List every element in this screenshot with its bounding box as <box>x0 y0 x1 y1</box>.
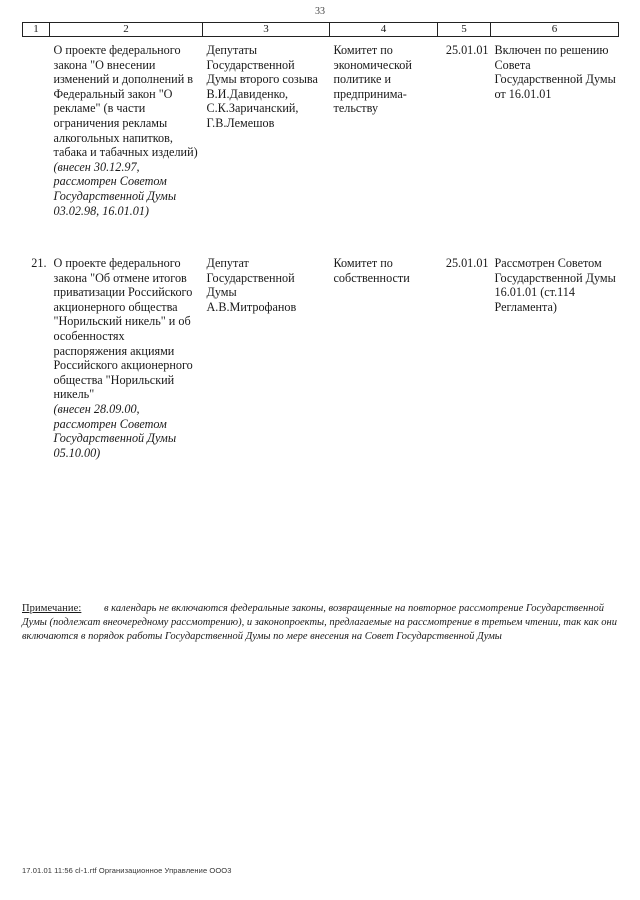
table-row <box>23 37 619 251</box>
column-number: 4 <box>330 23 438 37</box>
council-decision: Рассмотрен Советом Государственной Думы 16.01.01 (ст.114 Регламента) <box>494 256 616 314</box>
bill-author: Депутат Государственной Думы А.В.Митрофанов <box>206 256 297 314</box>
bill-status-note: (внесен 30.12.97, рассмотрен Советом Государственной Думы 03.02.98, 16.01.01) <box>53 159 177 218</box>
note-block <box>22 602 620 645</box>
responsible-committee: Комитет по экономической политике и предпринима-тельству <box>333 43 412 116</box>
column-number: 2 <box>50 23 203 37</box>
council-decision: Включен по решению Совета Государственной Думы от 16.01.01 <box>494 43 616 101</box>
review-date: 25.01.01 <box>445 256 489 270</box>
bill-status-note: (внесен 28.09.00, рассмотрен Советом Государственной Думы 05.10.00) <box>53 401 177 460</box>
column-number: 5 <box>438 23 491 37</box>
column-number: 3 <box>203 23 330 37</box>
table-row <box>23 250 619 496</box>
bill-cell <box>50 37 203 251</box>
bills-table <box>22 22 619 496</box>
column-number: 1 <box>23 23 50 37</box>
row-number: 21. <box>31 256 47 270</box>
column-number-row <box>23 23 619 37</box>
responsible-committee: Комитет по собственности <box>333 256 410 285</box>
bill-cell <box>50 250 203 496</box>
bill-title: О проекте федерального закона "Об отмене итогов приватизации Российского акционерного общества "Норильский никель" и об особенностях распоряжения акциями Российского акционерного общества "Норильский никель" <box>53 256 193 402</box>
column-number: 6 <box>491 23 619 37</box>
note-text: в календарь не включаются федеральные законы, возвращенные на повторное рассмотрение Государственной Думы (подлежат внеочередному рассмотрению), и законопроекты, предлагаемые на рассмотрение в третьем чтении, так как они включаются в порядок работы Государственной Думы по мере внесения на Совет Государственной Думы <box>22 603 617 643</box>
bill-title: О проекте федерального закона "О внесении изменений и дополнений в Федеральный закон "О рекламе" (в части ограничения рекламы алкогольных напитков, табака и табачных изделий) <box>53 43 198 160</box>
note-label: Примечание: <box>22 603 82 614</box>
page-number: 33 <box>315 6 325 17</box>
document-footer: 17.01.01 11:56 cl-1.rtf Организационное Управление ООО3 <box>22 866 232 875</box>
review-date: 25.01.01 <box>445 43 489 57</box>
row-number <box>23 37 50 251</box>
bill-author: Депутаты Государственной Думы второго созыва В.И.Давиденко, С.К.Заричанский, Г.В.Лемешов <box>206 43 318 130</box>
